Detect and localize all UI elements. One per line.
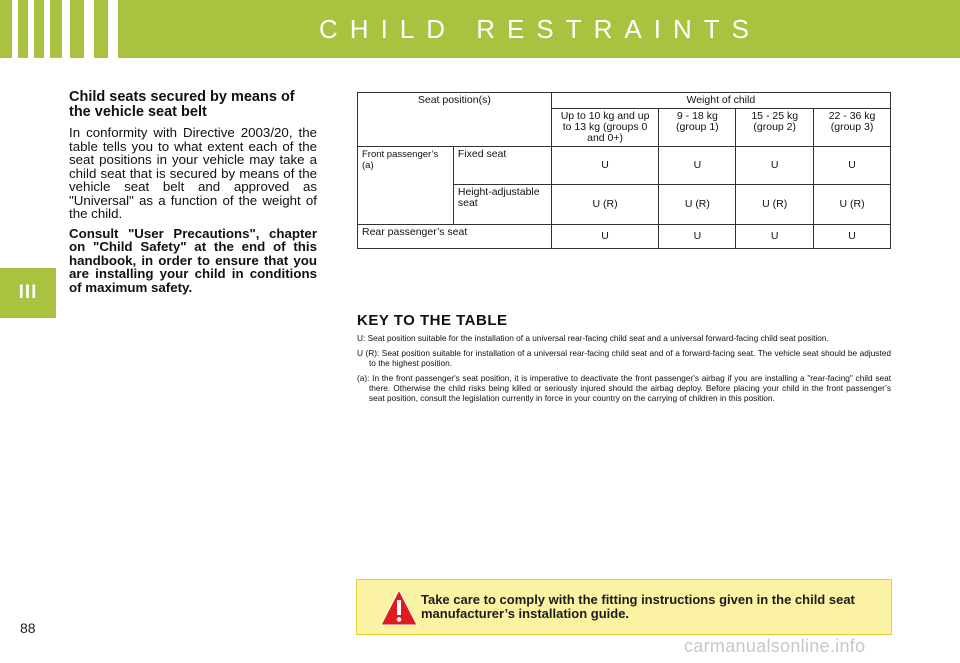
page-number: 88 <box>20 620 36 636</box>
header-stripe <box>12 0 18 58</box>
table-cell: U (R) <box>659 185 736 225</box>
key-a: (a): In the front passenger's seat position, it is imperative to deactivate the front passenger's airbag if you are installing a "rear-facing" child seat there. Otherwise the child risks being killed or seriously injured should the airbag deploy. Before placing your child in the front passenger’s seat position, consult the legislation currently in force in your country on the carrying of children in this position. <box>357 373 891 403</box>
key-title: KEY TO THE TABLE <box>357 312 508 329</box>
header-weight: Weight of child <box>551 93 890 109</box>
table-row <box>358 225 891 249</box>
chapter-tab: III <box>0 268 56 318</box>
key-ur: U (R): Seat position suitable for installation of a universal rear-facing child seat and of a forward-facing seat. The vehicle seat should be adjusted to the highest position. <box>357 348 891 368</box>
section-title: Child seats secured by means of the vehicle seat belt <box>69 89 295 120</box>
left-column <box>69 90 317 294</box>
intro-paragraph: In conformity with Directive 2003/20, the table tells you to what extent each of the seat positions in your vehicle may take a child seat that is secured by means of the vehicle seat belt and approved as "Universal" as a function of the weight of the child. <box>69 125 317 221</box>
header-stripe <box>84 0 94 58</box>
seat-table <box>357 92 891 249</box>
table-row <box>358 147 891 185</box>
table-cell: U (R) <box>736 185 814 225</box>
warning-text: Take care to comply with the fitting instructions given in the child seat manufacturer’s installation guide. <box>421 592 855 621</box>
front-passenger-cell: Front passenger’s (a) <box>358 147 454 225</box>
table-cell: U <box>814 225 891 249</box>
group-3: 22 - 36 kg (group 3) <box>814 109 891 147</box>
header-stripe <box>28 0 34 58</box>
group-2: 15 - 25 kg (group 2) <box>736 109 814 147</box>
key-u: U: Seat position suitable for the installation of a universal rear-facing child seat and a universal forward-facing child seat position. <box>357 333 829 343</box>
table-cell: U <box>551 147 659 185</box>
table-header-row <box>358 93 891 109</box>
key-block <box>357 333 891 408</box>
table-cell: U <box>736 147 814 185</box>
height-adjustable-cell: Height-adjustable seat <box>453 185 551 225</box>
table-cell: U <box>659 147 736 185</box>
fixed-seat-cell: Fixed seat <box>453 147 551 185</box>
table-cell: U (R) <box>551 185 659 225</box>
page-title: CHILD RESTRAINTS <box>319 14 761 44</box>
warning-box <box>356 579 892 635</box>
watermark: carmanualsonline.info <box>684 636 866 656</box>
table-cell: U (R) <box>814 185 891 225</box>
header-seat-position: Seat position(s) <box>358 93 552 147</box>
rear-passenger-cell: Rear passenger’s seat <box>358 225 552 249</box>
table-cell: U <box>814 147 891 185</box>
warning-triangle-icon <box>379 588 419 628</box>
consult-paragraph: Consult "User Precautions", chapter on "Child Safety" at the end of this handbook, in order to ensure that you are installing your child in conditions of maximum safety. <box>69 225 317 295</box>
header-bar <box>0 0 960 58</box>
group-1: 9 - 18 kg (group 1) <box>659 109 736 147</box>
header-stripe <box>62 0 70 58</box>
table-cell: U <box>551 225 659 249</box>
table-cell: U <box>659 225 736 249</box>
header-stripe <box>108 0 118 58</box>
table-cell: U <box>736 225 814 249</box>
group-0: Up to 10 kg and up to 13 kg (groups 0 and 0+) <box>551 109 659 147</box>
header-stripe <box>44 0 50 58</box>
